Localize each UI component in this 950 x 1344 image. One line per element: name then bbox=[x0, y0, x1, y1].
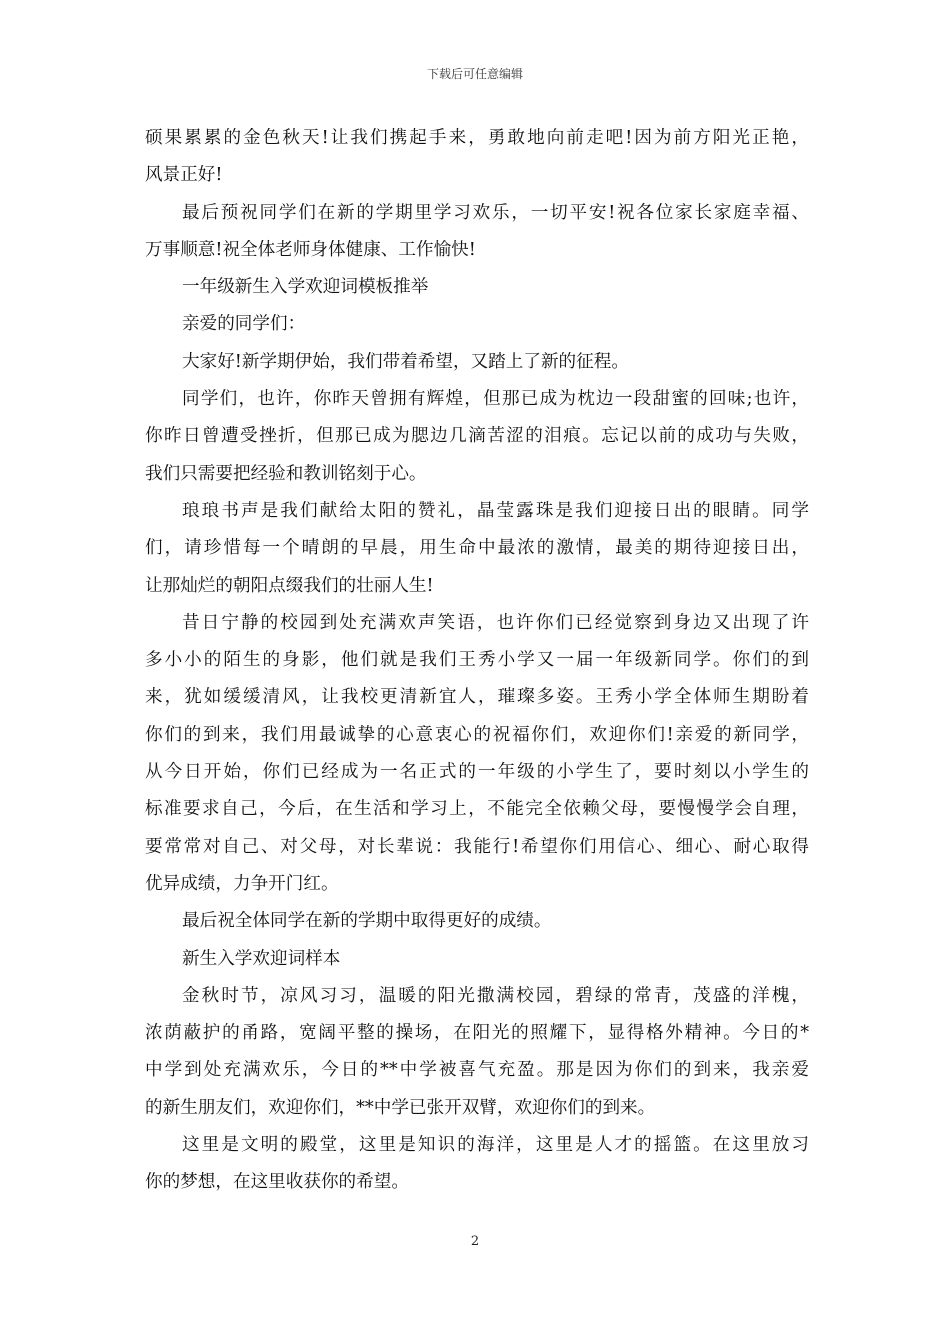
page-number: 2 bbox=[470, 1234, 480, 1249]
paragraph-line: 标准要求自己，今后，在生活和学习上，不能完全依赖父母，要慢慢学会自理， bbox=[145, 799, 809, 820]
paragraph-line: 同学们，也许，你昨天曾拥有辉煌，但那已成为枕边一段甜蜜的回味;也许， bbox=[182, 389, 809, 410]
paragraph-line: 风景正好! bbox=[145, 165, 223, 186]
paragraph bbox=[145, 344, 809, 381]
paragraph-line: 优异成绩，力争开门红。 bbox=[145, 873, 339, 894]
paragraph bbox=[145, 381, 809, 493]
paragraph bbox=[145, 1127, 809, 1202]
paragraph-line: 我们只需要把经验和教训铭刻于心。 bbox=[145, 463, 427, 484]
paragraph-line: 你昨日曾遭受挫折，但那已成为腮边几滴苦涩的泪痕。忘记以前的成功与失败， bbox=[145, 426, 809, 447]
paragraph-line: 一年级新生入学欢迎词模板推举 bbox=[182, 277, 429, 298]
paragraph bbox=[145, 120, 809, 195]
paragraph-line: 浓荫蔽护的甬路，宽阔平整的操场，在阳光的照耀下，显得格外精神。今日的* bbox=[145, 1023, 809, 1044]
paragraph-line: 从今日开始，你们已经成为一名正式的一年级的小学生了，要时刻以小学生的 bbox=[145, 762, 809, 783]
paragraph-line: 的新生朋友们，欢迎你们，**中学已张开双臂，欢迎你们的到来。 bbox=[145, 1097, 656, 1118]
paragraph-line: 多小小的陌生的身影，他们就是我们王秀小学又一届一年级新同学。你们的到 bbox=[145, 650, 809, 671]
paragraph-line: 们，请珍惜每一个晴朗的早晨，用生命中最浓的激情，最美的期待迎接日出， bbox=[145, 538, 809, 559]
paragraph-line: 亲爱的同学们： bbox=[182, 314, 306, 335]
paragraph-line: 你们的到来，我们用最诚挚的心意衷心的祝福你们，欢迎你们!亲爱的新同学， bbox=[145, 724, 809, 745]
paragraph bbox=[145, 605, 809, 903]
paragraph bbox=[145, 195, 809, 270]
paragraph bbox=[145, 941, 809, 978]
paragraph-line: 这里是文明的殿堂，这里是知识的海洋，这里是人才的摇篮。在这里放习 bbox=[182, 1135, 809, 1156]
paragraph-line: 要常常对自己、对父母，对长辈说：我能行!希望你们用信心、细心、耐心取得 bbox=[145, 836, 809, 857]
paragraph-line: 硕果累累的金色秋天!让我们携起手来，勇敢地向前走吧!因为前方阳光正艳， bbox=[145, 128, 809, 148]
paragraph-line: 让那灿烂的朝阳点缀我们的壮丽人生! bbox=[145, 575, 434, 596]
paragraph-line: 最后祝全体同学在新的学期中取得更好的成绩。 bbox=[182, 911, 552, 932]
paragraph-line: 中学到处充满欢乐，今日的**中学被喜气充盈。那是因为你们的到来，我亲爱 bbox=[145, 1060, 809, 1081]
paragraph bbox=[145, 269, 809, 306]
document-body bbox=[145, 120, 809, 1202]
paragraph-line: 大家好!新学期伊始，我们带着希望，又踏上了新的征程。 bbox=[182, 351, 629, 372]
paragraph-line: 金秋时节，凉风习习，温暖的阳光撒满校园，碧绿的常青，茂盛的洋槐， bbox=[182, 985, 809, 1006]
paragraph-line: 你的梦想，在这里收获你的希望。 bbox=[145, 1172, 409, 1193]
paragraph bbox=[145, 306, 809, 343]
paragraph bbox=[145, 903, 809, 940]
page-header: 下载后可任意编辑 bbox=[426, 67, 523, 81]
paragraph-line: 最后预祝同学们在新的学期里学习欢乐，一切平安!祝各位家长家庭幸福、 bbox=[182, 202, 809, 223]
paragraph-line: 新生入学欢迎词样本 bbox=[182, 948, 341, 969]
paragraph-line: 万事顺意!祝全体老师身体健康、工作愉快! bbox=[145, 239, 476, 260]
paragraph-line: 琅琅书声是我们献给太阳的赞礼，晶莹露珠是我们迎接日出的眼睛。同学 bbox=[182, 500, 809, 521]
paragraph bbox=[145, 978, 809, 1127]
paragraph bbox=[145, 493, 809, 605]
paragraph-line: 昔日宁静的校园到处充满欢声笑语，也许你们已经觉察到身边又出现了许 bbox=[182, 612, 809, 633]
paragraph-line: 来，犹如缓缓清风，让我校更清新宜人，璀璨多姿。王秀小学全体师生期盼着 bbox=[145, 687, 809, 708]
